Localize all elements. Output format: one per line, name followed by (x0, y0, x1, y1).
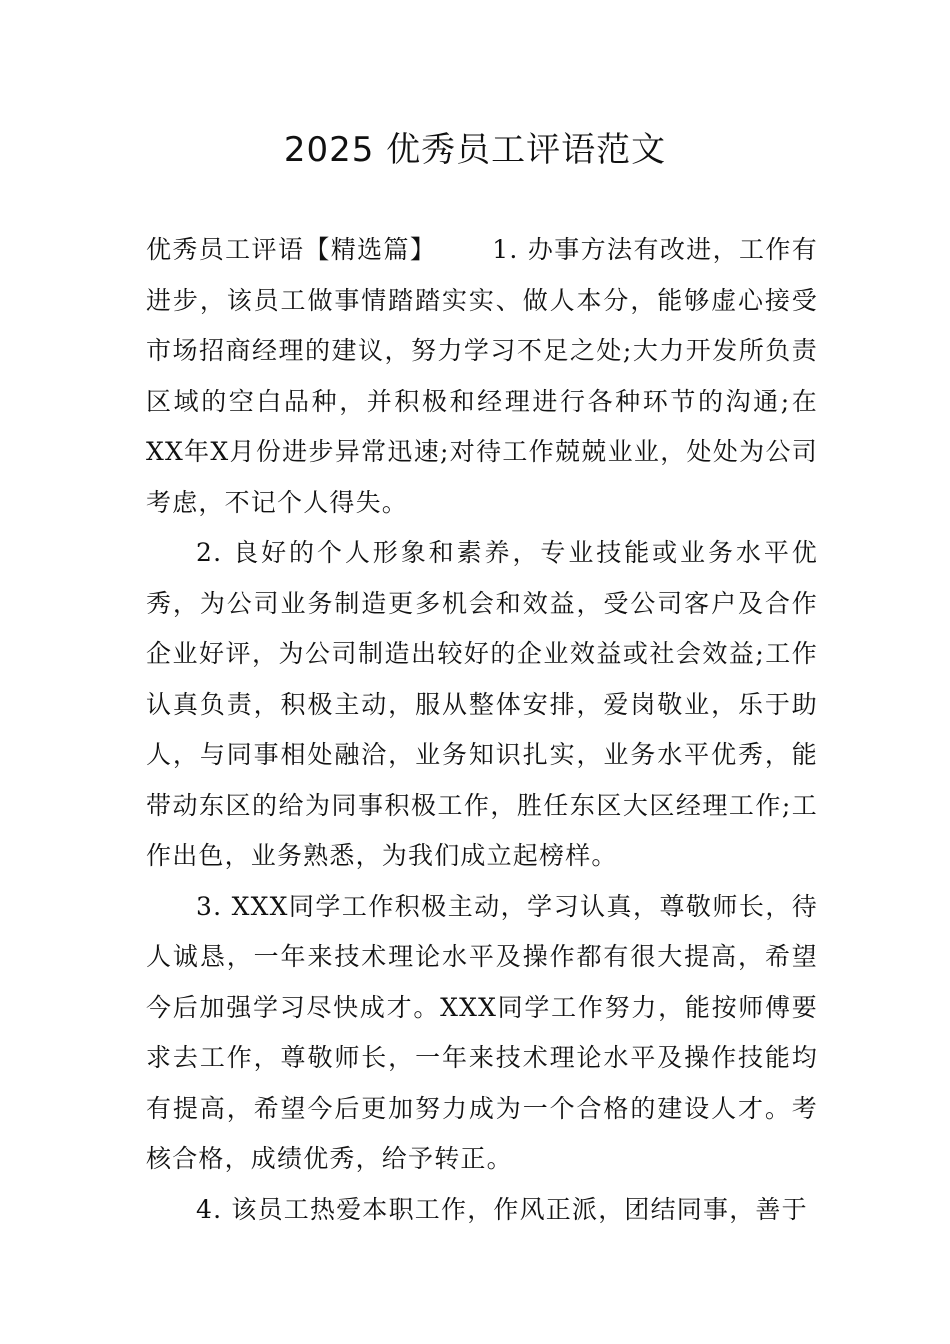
paragraph-1-text: 1. 办事方法有改进，工作有进步，该员工做事情踏踏实实、做人本分，能够虚心接受市场招商经理的建议，努力学习不足之处;大力开发所负责区域的空白品种，并积极和经理进行各种环节的沟通;在XX年X月份进步异常迅速;对待工作兢兢业业，处处为公司考虑，不记个人得失。 (146, 235, 818, 517)
document-title: 2025 优秀员工评语范文 (283, 130, 667, 170)
paragraph-1 (146, 225, 818, 528)
paragraph-2: 2. 良好的个人形象和素养，专业技能或业务水平优秀，为公司业务制造更多机会和效益，受公司客户及合作企业好评，为公司制造出较好的企业效益或社会效益;工作认真负责，积极主动，服从整体安排，爱岗敬业，乐于助人，与同事相处融洽，业务知识扎实，业务水平优秀，能带动东区的给为同事积极工作，胜任东区大区经理工作;工作出色，业务熟悉，为我们成立起榜样。 (146, 538, 818, 870)
section-heading: 优秀员工评语【精选篇】 (146, 235, 437, 264)
paragraph-3: 3. XXX同学工作积极主动，学习认真，尊敬师长，待人诚恳，一年来技术理论水平及操作都有很大提高，希望今后加强学习尽快成才。XXX同学工作努力，能按师傅要求去工作，尊敬师长，一年来技术理论水平及操作技能均有提高，希望今后更加努力成为一个合格的建设人才。考核合格，成绩优秀，给予转正。 (146, 891, 818, 1173)
paragraph-4: 4. 该员工热爱本职工作，作风正派，团结同事，善于 (196, 1194, 808, 1224)
document-body (146, 225, 818, 1235)
